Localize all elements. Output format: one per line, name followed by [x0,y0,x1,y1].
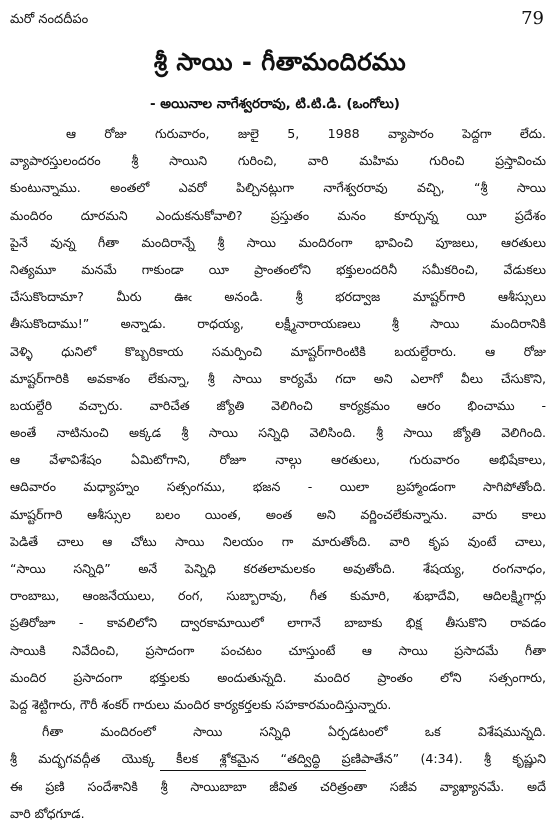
end-rule [160,770,366,771]
body-line: మందిర ప్రసాదంగా భక్తులకు అందుతున్నది. మందిర ప్రాంతం లోని సత్సంగారు, [10,669,546,685]
body-line: సాయికి నివేదించి, ప్రసాదంగా పంచటం చూస్తుంటే ఆ సాయి ప్రసాదమే గీతా [10,642,546,658]
body-line: పైనే వున్న గీతా మందిరాన్నే శ్రీ సాయి మందిరంగా భావించి పూజలు, ఆరతులు [10,234,546,250]
body-line: మందిరం దూరమని ఎందుకనుకోవాలి? ప్రస్తుతం మనం కూర్చున్న యీ ప్రదేశం [10,207,546,223]
body-line: పెడితే చాలు ఆ చోటు సాయి నిలయం గా మారుతోంది. వారి కృప వుంటే చాలు, [10,533,546,549]
body-line: చేసుకొందామా? మీరు ఊఁ అనండి. శ్రీ భరద్వాజ మాష్టర్‌గారి ఆశీస్సులు [10,289,546,305]
body-line: శ్రీ మద్భగవద్గీత యొక్క కీలక శ్లోకమైన “తద్విద్ధి ప్రణిపాతేన” (4:34). శ్రీ కృష్ణుని [10,751,546,767]
body-line: “సాయి సన్నిధి” అనే పెన్నిధి కరతలామలకం అవుతోంది. శేషయ్య, రంగనాధం, [10,561,546,576]
body-line: ప్రతిరోజూ - కావలిలోని ద్వారకామాయిలో లాగానే బాబాకు భిక్ష తీసుకొని రావడం [10,615,546,631]
body-line: పెద్ద శెట్టిగారు, గౌరీ శంకర్ గారులు మందిర కార్యకర్తలకు సహకారమందిస్తున్నారు. [10,696,392,712]
body-line: మాష్టర్‌గారి ఆశీస్సుల బలం యింత, అంత అని వర్ణించలేకున్నాను. వారు కాలు [10,506,546,522]
article-body [10,120,546,827]
body-line: ఆదివారం మధ్యాహ్నం సత్సంగము, భజన - యిలా బ్రహ్మాండంగా సాగిపోతోంది. [10,479,546,495]
body-line: మాష్టర్‌గారికి అవకాశం లేకున్నా, శ్రీ సాయి కార్యమే గదా అని ఎలాగో వీలు చేసుకొని, [10,370,546,386]
body-line: బయల్దేరి వచ్చారు. వారిచేత జ్యోతి వెలిగించి కార్యక్రమం ఆరం భించాము - [10,397,546,413]
page-number: 79 [521,8,544,29]
body-line: రాంబాబు, ఆంజనేయులు, రంగ, సుబ్బారావు, గీత కుమారి, శుభాదేవి, ఆదిలక్ష్మిగార్లు [10,588,546,604]
article-byline: - అయినాల నాగేశ్వరరావు, టి.టి.డి. (ఒంగోలు) [150,96,400,112]
article-title: శ్రీ సాయి - గీతామందిరము [153,48,407,76]
body-line: తీసుకొందాము!” అన్నాడు. రాధయ్య, లక్ష్మీనారాయణలు శ్రీ సాయి మందిరానికి [10,316,546,332]
body-line: ఆ రోజు గురువారం, జులై 5, 1988 వ్యాపారం పెద్దగా లేదు. [66,126,546,141]
body-line: వ్యాపారస్తులందరం శ్రీ సాయిని గురించి, వారి మహిమ గురించి ప్రస్తావించు [10,153,546,169]
running-header [10,8,548,32]
body-line: నిత్యమూ మనమే గాకుండా యీ ప్రాంతంలోని భక్తులందరినీ సమీకరించి, వేడుకలు [10,261,546,277]
book-title: మరో నందదీపం [10,12,89,27]
body-line: గీతా మందిరంలో సాయి సన్నిధి ఏర్పడటంలో ఒక విశేషమున్నది. [42,724,546,740]
body-line: ఆ వేళావిశేషం ఏమిటోగాని, రోజూ నాల్గు ఆరతులు, గురువారం అభిషేకాలు, [10,452,546,468]
body-line: ఈ ప్రణి సందేశానికి శ్రీ సాయిబాబా జీవిత చరిత్రంతా సజీవ వ్యాఖ్యానమే. అదే [10,778,546,794]
body-line: వారి బోధగూడ. [10,805,85,821]
body-line: కుంటున్నాము. అంతలో ఎవరో పిల్చినట్లుగా నాగేశ్వరరావు వచ్చి, “శ్రీ సాయి [10,180,546,196]
body-line: వెళ్ళి ధునిలో కొబ్బరికాయ సమర్పించి మాష్టర్‌గారింటికి బయల్దేరారు. ఆ రోజు [10,343,546,359]
body-line: అంతే నాటినుంచి అక్కడ శ్రీ సాయి సన్నిధి వెలిసింది. శ్రీ సాయి జ్యోతి వెలిగింది. [10,425,546,441]
